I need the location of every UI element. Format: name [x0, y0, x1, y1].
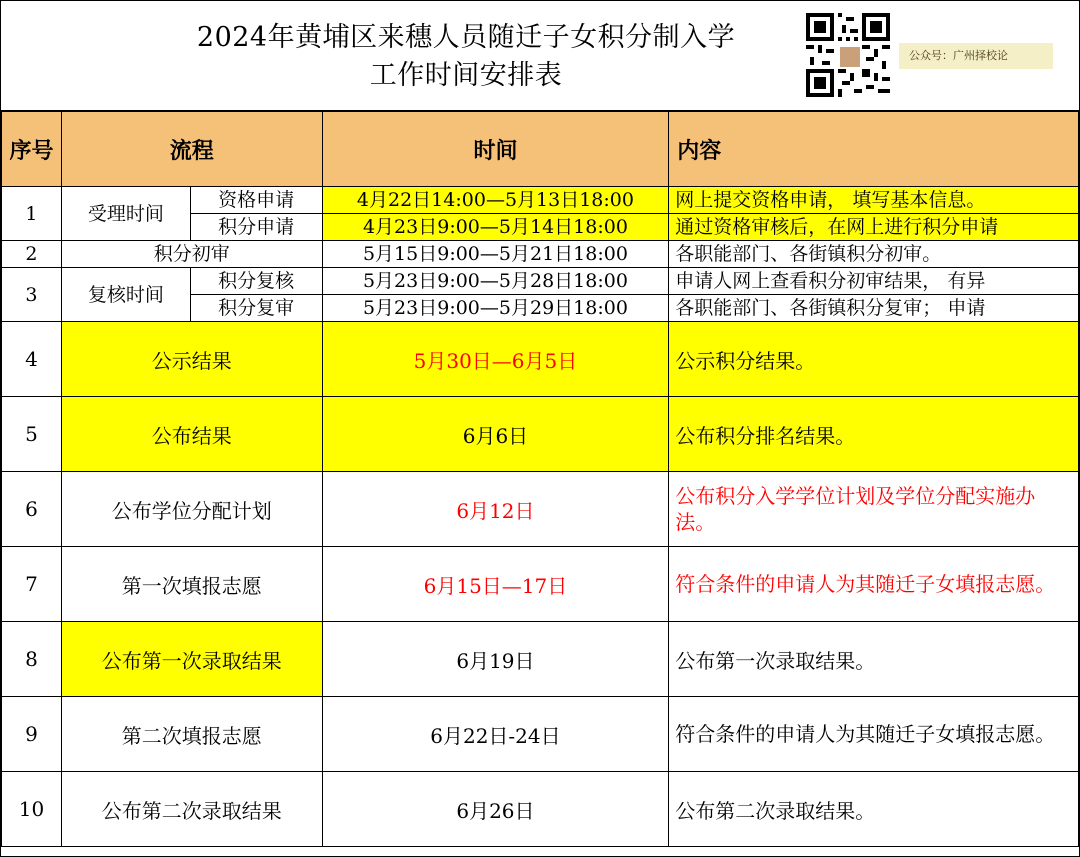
document-header	[1, 1, 1079, 112]
row-stage: 公布结果	[61, 397, 322, 472]
table-row	[2, 697, 1079, 772]
row-content: 申请人网上查看积分初审结果， 有异	[669, 268, 1079, 295]
row-stage: 复核时间	[61, 268, 190, 322]
row-content: 公布积分入学学位计划及学位分配实施办法。	[669, 472, 1079, 547]
qr-code-icon	[806, 13, 890, 97]
title-line-1: 2024年黄埔区来穗人员随迁子女积分制入学	[196, 22, 736, 53]
qr-avatar-icon	[838, 45, 862, 69]
row-step: 积分复审	[190, 295, 322, 322]
row-time: 4月22日14:00—5月13日18:00	[322, 187, 669, 214]
table-row	[2, 241, 1079, 268]
row-time: 6月12日	[322, 472, 669, 547]
document-title	[151, 19, 781, 95]
row-content: 公示积分结果。	[669, 322, 1079, 397]
row-time: 5月23日9:00—5月29日18:00	[322, 295, 669, 322]
row-stage: 公示结果	[61, 322, 322, 397]
row-stage: 公布第一次录取结果	[61, 622, 322, 697]
row-time: 5月23日9:00—5月28日18:00	[322, 268, 669, 295]
row-stage: 积分初审	[61, 241, 322, 268]
row-content: 公布第二次录取结果。	[669, 772, 1079, 847]
row-time: 6月22日-24日	[322, 697, 669, 772]
header-content: 内容	[669, 112, 1079, 187]
row-time: 6月6日	[322, 397, 669, 472]
table-row	[2, 472, 1079, 547]
row-no: 5	[2, 397, 62, 472]
row-stage: 第二次填报志愿	[61, 697, 322, 772]
row-content: 公布积分排名结果。	[669, 397, 1079, 472]
table-row	[2, 397, 1079, 472]
header-time: 时间	[322, 112, 669, 187]
table-row	[2, 268, 1079, 295]
row-content: 各职能部门、各街镇积分复审； 申请	[669, 295, 1079, 322]
row-content: 通过资格审核后，在网上进行积分申请	[669, 214, 1079, 241]
row-content: 公布第一次录取结果。	[669, 622, 1079, 697]
row-no: 4	[2, 322, 62, 397]
row-stage: 公布第二次录取结果	[61, 772, 322, 847]
title-line-2: 工作时间安排表	[369, 60, 563, 91]
table-row	[2, 322, 1079, 397]
table-row	[2, 772, 1079, 847]
row-no: 7	[2, 547, 62, 622]
table-row	[2, 622, 1079, 697]
row-no: 3	[2, 268, 62, 322]
row-stage: 第一次填报志愿	[61, 547, 322, 622]
wechat-account-label: 公众号：广州择校论	[899, 43, 1053, 69]
table-row	[2, 187, 1079, 214]
row-time: 6月19日	[322, 622, 669, 697]
row-stage: 受理时间	[61, 187, 190, 241]
row-step: 资格申请	[190, 187, 322, 214]
row-content: 网上提交资格申请， 填写基本信息。	[669, 187, 1079, 214]
row-stage: 公布学位分配计划	[61, 472, 322, 547]
row-time: 6月26日	[322, 772, 669, 847]
row-content: 各职能部门、各街镇积分初审。	[669, 241, 1079, 268]
row-no: 2	[2, 241, 62, 268]
row-no: 9	[2, 697, 62, 772]
row-time: 5月30日—6月5日	[322, 322, 669, 397]
row-no: 10	[2, 772, 62, 847]
header-process: 流程	[61, 112, 322, 187]
row-content: 符合条件的申请人为其随迁子女填报志愿。	[669, 697, 1079, 772]
row-no: 6	[2, 472, 62, 547]
table-header-row	[2, 112, 1079, 187]
row-time: 5月15日9:00—5月21日18:00	[322, 241, 669, 268]
row-step: 积分复核	[190, 268, 322, 295]
row-step: 积分申请	[190, 214, 322, 241]
table-row	[2, 547, 1079, 622]
row-content: 符合条件的申请人为其随迁子女填报志愿。	[669, 547, 1079, 622]
row-no: 8	[2, 622, 62, 697]
header-no: 序号	[2, 112, 62, 187]
row-time: 4月23日9:00—5月14日18:00	[322, 214, 669, 241]
row-no: 1	[2, 187, 62, 241]
row-time: 6月15日—17日	[322, 547, 669, 622]
schedule-table	[1, 111, 1079, 847]
